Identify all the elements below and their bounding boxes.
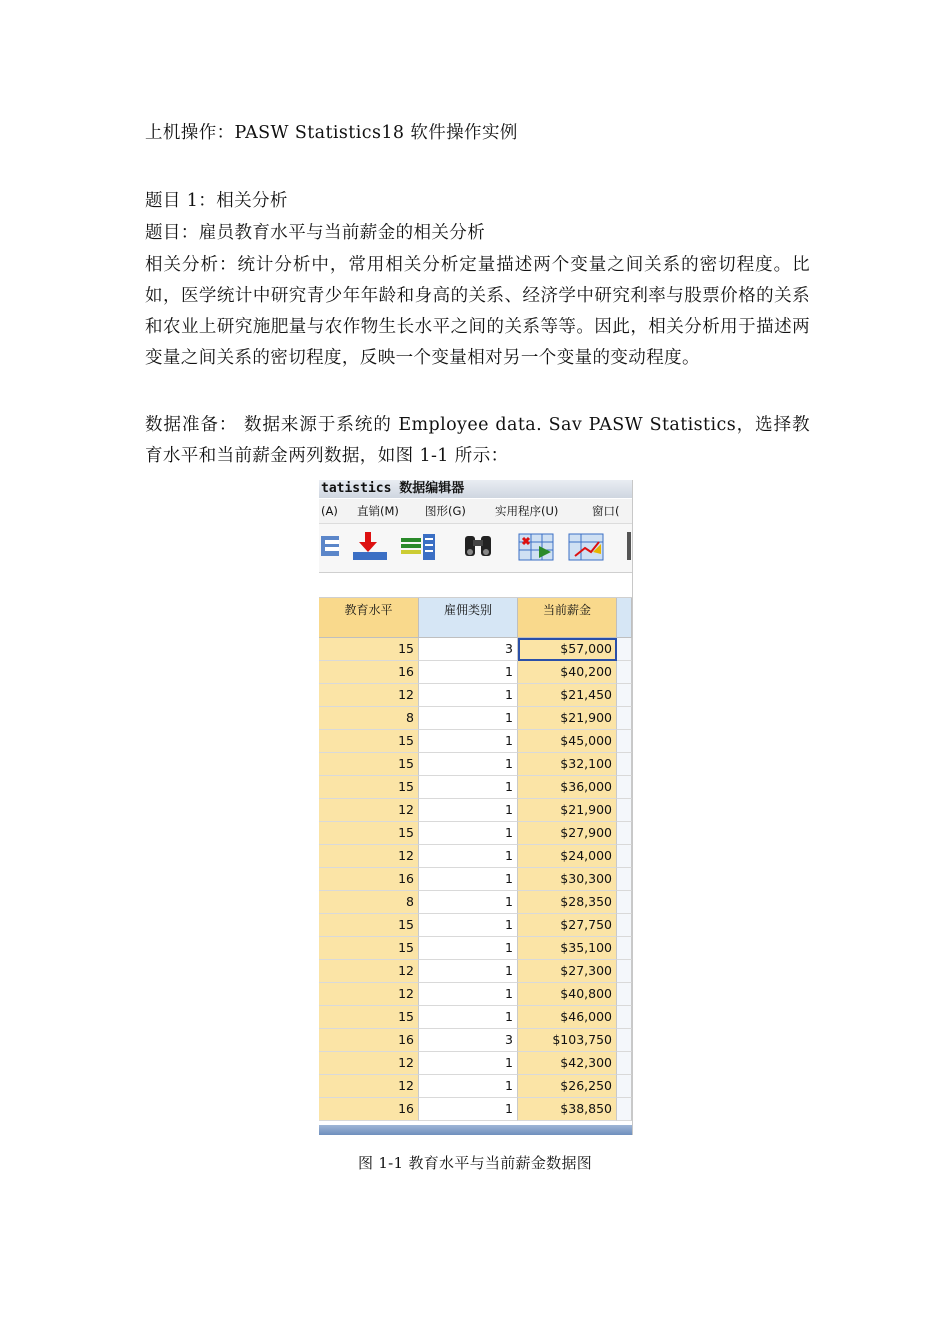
cell-salary[interactable]: $103,750 <box>518 1029 617 1052</box>
cell-job-category[interactable]: 1 <box>419 730 518 753</box>
table-row <box>319 822 632 845</box>
cell-salary[interactable]: $27,750 <box>518 914 617 937</box>
menu-item-direct-marketing[interactable]: 直销(M) <box>357 504 399 518</box>
cell-job-category[interactable]: 3 <box>419 1029 518 1052</box>
import-icon[interactable] <box>351 530 391 562</box>
variable-icon[interactable] <box>399 530 439 562</box>
cell-empty[interactable] <box>617 937 632 960</box>
cell-education[interactable]: 12 <box>319 684 419 707</box>
topic-1-title: 题目 1：相关分析 <box>145 191 288 211</box>
cell-empty[interactable] <box>617 914 632 937</box>
table-row <box>319 684 632 707</box>
cell-education[interactable]: 12 <box>319 1075 419 1098</box>
cell-empty[interactable] <box>617 1029 632 1052</box>
cell-education[interactable]: 12 <box>319 799 419 822</box>
window-title: tatistics 数据编辑器 <box>319 480 633 498</box>
cell-salary[interactable]: $35,100 <box>518 937 617 960</box>
cell-salary[interactable]: $21,450 <box>518 684 617 707</box>
chart-icon[interactable] <box>567 530 607 562</box>
cell-salary[interactable]: $32,100 <box>518 753 617 776</box>
cell-job-category[interactable]: 1 <box>419 868 518 891</box>
cell-education[interactable]: 15 <box>319 776 419 799</box>
cell-empty[interactable] <box>617 845 632 868</box>
cell-education[interactable]: 16 <box>319 661 419 684</box>
cell-job-category[interactable]: 1 <box>419 684 518 707</box>
table-row <box>319 914 632 937</box>
cell-job-category[interactable]: 1 <box>419 661 518 684</box>
open-icon[interactable] <box>319 530 343 562</box>
cell-job-category[interactable]: 1 <box>419 914 518 937</box>
cell-salary[interactable]: $42,300 <box>518 1052 617 1075</box>
table-row <box>319 1075 632 1098</box>
toolbar-separator <box>627 532 631 560</box>
data-prep-paragraph: 数据准备： 数据来源于系统的 Employee data. Sav PASW Statistics，选择教育水平和当前薪金两列数据，如图 1-1 所示： <box>145 415 810 466</box>
cell-empty[interactable] <box>617 1075 632 1098</box>
column-header-salary[interactable]: 当前薪金 <box>518 598 617 638</box>
cell-job-category[interactable]: 1 <box>419 707 518 730</box>
cell-empty[interactable] <box>617 868 632 891</box>
cell-job-category[interactable]: 1 <box>419 799 518 822</box>
table-row <box>319 960 632 983</box>
cell-empty[interactable] <box>617 1052 632 1075</box>
cell-education[interactable]: 8 <box>319 707 419 730</box>
cell-empty[interactable] <box>617 661 632 684</box>
cell-salary[interactable]: $57,000 <box>518 638 617 661</box>
cell-job-category[interactable]: 1 <box>419 822 518 845</box>
table-row <box>319 707 632 730</box>
table-row <box>319 983 632 1006</box>
cell-salary[interactable]: $21,900 <box>518 707 617 730</box>
spss-data-editor-screenshot <box>319 480 633 1135</box>
cell-salary[interactable]: $36,000 <box>518 776 617 799</box>
cell-salary[interactable]: $30,300 <box>518 868 617 891</box>
table-row <box>319 1006 632 1029</box>
cell-education[interactable]: 16 <box>319 868 419 891</box>
cell-education[interactable]: 15 <box>319 638 419 661</box>
window-status-bar <box>319 1125 632 1135</box>
cell-empty[interactable] <box>617 776 632 799</box>
cell-job-category[interactable]: 1 <box>419 1052 518 1075</box>
cell-empty[interactable] <box>617 891 632 914</box>
cell-empty[interactable] <box>617 1098 632 1121</box>
cell-salary[interactable]: $26,250 <box>518 1075 617 1098</box>
cell-education[interactable]: 15 <box>319 937 419 960</box>
document-heading: 上机操作：PASW Statistics18 软件操作实例 <box>145 123 518 143</box>
table-row <box>319 1052 632 1075</box>
figure-caption: 图 1-1 教育水平与当前薪金数据图 <box>357 1154 593 1172</box>
cell-education[interactable]: 16 <box>319 1029 419 1052</box>
column-header-job-category[interactable]: 雇佣类别 <box>419 598 518 638</box>
insert-cases-icon[interactable] <box>517 530 557 562</box>
cell-education[interactable]: 16 <box>319 1098 419 1121</box>
cell-education[interactable]: 12 <box>319 1052 419 1075</box>
table-row <box>319 937 632 960</box>
cell-salary[interactable]: $40,800 <box>518 983 617 1006</box>
column-header-next[interactable] <box>617 598 632 638</box>
table-row <box>319 776 632 799</box>
toolbar <box>319 524 632 572</box>
table-row <box>319 638 632 661</box>
cell-job-category[interactable]: 1 <box>419 937 518 960</box>
column-header-education[interactable]: 教育水平 <box>319 598 419 638</box>
cell-empty[interactable] <box>617 960 632 983</box>
cell-empty[interactable] <box>617 707 632 730</box>
cell-empty[interactable] <box>617 1006 632 1029</box>
table-row <box>319 730 632 753</box>
table-row <box>319 891 632 914</box>
menu-item-window[interactable]: 窗口( <box>592 504 620 518</box>
topic-subtitle: 题目：雇员教育水平与当前薪金的相关分析 <box>145 223 486 243</box>
cell-job-category[interactable]: 1 <box>419 776 518 799</box>
table-row <box>319 753 632 776</box>
cell-salary[interactable]: $27,300 <box>518 960 617 983</box>
cell-editor-bar[interactable] <box>319 572 632 598</box>
cell-salary[interactable]: $46,000 <box>518 1006 617 1029</box>
table-row <box>319 868 632 891</box>
cell-job-category[interactable]: 1 <box>419 1098 518 1121</box>
menu-item-graphs[interactable]: 图形(G) <box>425 504 466 518</box>
table-row <box>319 1029 632 1052</box>
table-row <box>319 661 632 684</box>
cell-job-category[interactable]: 1 <box>419 891 518 914</box>
cell-salary[interactable]: $45,000 <box>518 730 617 753</box>
cell-education[interactable]: 12 <box>319 960 419 983</box>
cell-job-category[interactable]: 1 <box>419 1075 518 1098</box>
cell-salary[interactable]: $40,200 <box>518 661 617 684</box>
menu-item-utilities[interactable]: 实用程序(U) <box>495 504 559 518</box>
cell-job-category[interactable]: 3 <box>419 638 518 661</box>
menu-item-analyze[interactable]: (A) <box>321 504 338 518</box>
cell-job-category[interactable]: 1 <box>419 845 518 868</box>
cell-empty[interactable] <box>617 638 632 661</box>
cell-job-category[interactable]: 1 <box>419 1006 518 1029</box>
cell-empty[interactable] <box>617 799 632 822</box>
cell-education[interactable]: 15 <box>319 1006 419 1029</box>
cell-education[interactable]: 15 <box>319 730 419 753</box>
cell-job-category[interactable]: 1 <box>419 983 518 1006</box>
cell-job-category[interactable]: 1 <box>419 753 518 776</box>
correlation-paragraph: 相关分析：统计分析中，常用相关分析定量描述两个变量之间关系的密切程度。比如，医学统计中研究青少年年龄和身高的关系、经济学中研究利率与股票价格的关系和农业上研究施肥量与农作物生长水平之间的关系等等。因此，相关分析用于描述两变量之间关系的密切程度，反映一个变量相对另一个变量的变动程度。 <box>145 255 810 368</box>
table-row <box>319 799 632 822</box>
cell-education[interactable]: 12 <box>319 983 419 1006</box>
cell-empty[interactable] <box>617 730 632 753</box>
find-icon[interactable] <box>462 530 496 562</box>
cell-empty[interactable] <box>617 983 632 1006</box>
menu-bar <box>319 499 632 524</box>
cell-empty[interactable] <box>617 822 632 845</box>
cell-empty[interactable] <box>617 684 632 707</box>
cell-salary[interactable]: $38,850 <box>518 1098 617 1121</box>
cell-education[interactable]: 15 <box>319 914 419 937</box>
cell-salary[interactable]: $21,900 <box>518 799 617 822</box>
cell-salary[interactable]: $24,000 <box>518 845 617 868</box>
cell-salary[interactable]: $28,350 <box>518 891 617 914</box>
cell-education[interactable]: 15 <box>319 753 419 776</box>
table-row <box>319 1098 632 1121</box>
cell-empty[interactable] <box>617 753 632 776</box>
table-row <box>319 845 632 868</box>
cell-education[interactable]: 12 <box>319 845 419 868</box>
cell-job-category[interactable]: 1 <box>419 960 518 983</box>
cell-education[interactable]: 8 <box>319 891 419 914</box>
cell-salary[interactable]: $27,900 <box>518 822 617 845</box>
cell-education[interactable]: 15 <box>319 822 419 845</box>
